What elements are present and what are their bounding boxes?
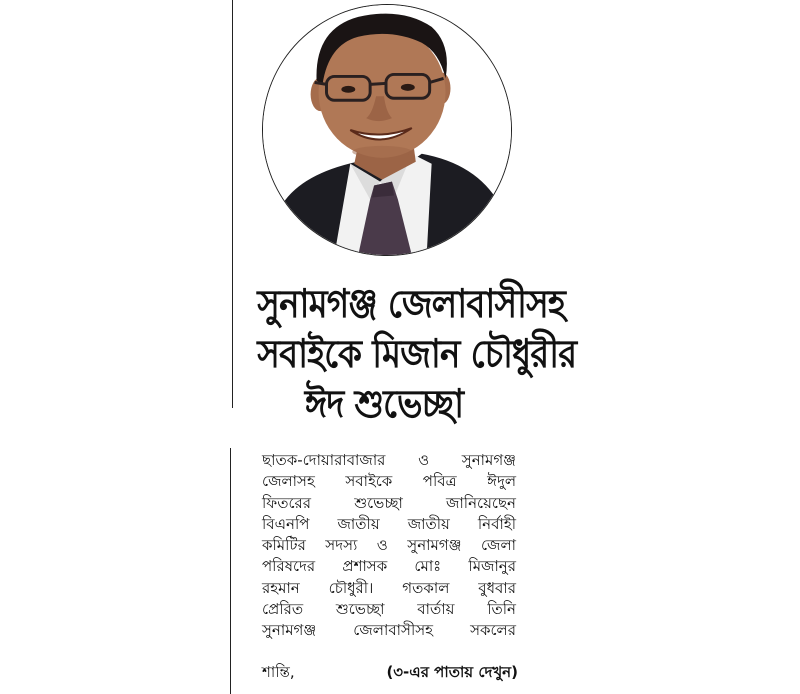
column-rule-bottom: [230, 448, 231, 694]
headline: [257, 280, 577, 430]
article-line: পরিষদের প্রশাসক মোঃ মিজানুর: [262, 557, 516, 576]
article-last-word: শান্তি,: [262, 663, 295, 681]
article-line: কমিটির সদস্য ও সুনামগঞ্জ জেলা: [262, 536, 516, 555]
portrait-photo: [262, 4, 512, 256]
article-last-line: [262, 662, 518, 683]
article-body: [262, 450, 516, 642]
headline-line-2: সবাইকে মিজান চৌধুরীর: [257, 332, 577, 377]
article-line: সুনামগঞ্জ জেলাবাসীসহ সকলের: [262, 621, 516, 640]
article-line: ফিতরের শুভেচ্ছা জানিয়েছেন: [262, 493, 516, 512]
article-line: রহমান চৌধুরী। গতকাল বুধবার: [262, 578, 516, 597]
article-line: জেলাসহ সবাইকে পবিত্র ঈদুল: [262, 472, 516, 491]
portrait-photo-icon: [263, 5, 511, 255]
article-line: ছাতক-দোয়ারাবাজার ও সুনামগঞ্জ: [262, 451, 516, 469]
article-line: বিএনপি জাতীয় জাতীয় নির্বাহী: [262, 514, 516, 533]
article-line: প্রেরিত শুভেচ্ছা বার্তায় তিনি: [262, 600, 516, 619]
headline-line-1: সুনামগঞ্জ জেলাবাসীসহ: [257, 282, 566, 327]
column-rule-top: [232, 0, 233, 408]
headline-line-3: ঈদ শুভেচ্ছা: [304, 382, 464, 427]
continue-on-page-3-link[interactable]: (৩-এর পাতায় দেখুন): [386, 663, 518, 681]
